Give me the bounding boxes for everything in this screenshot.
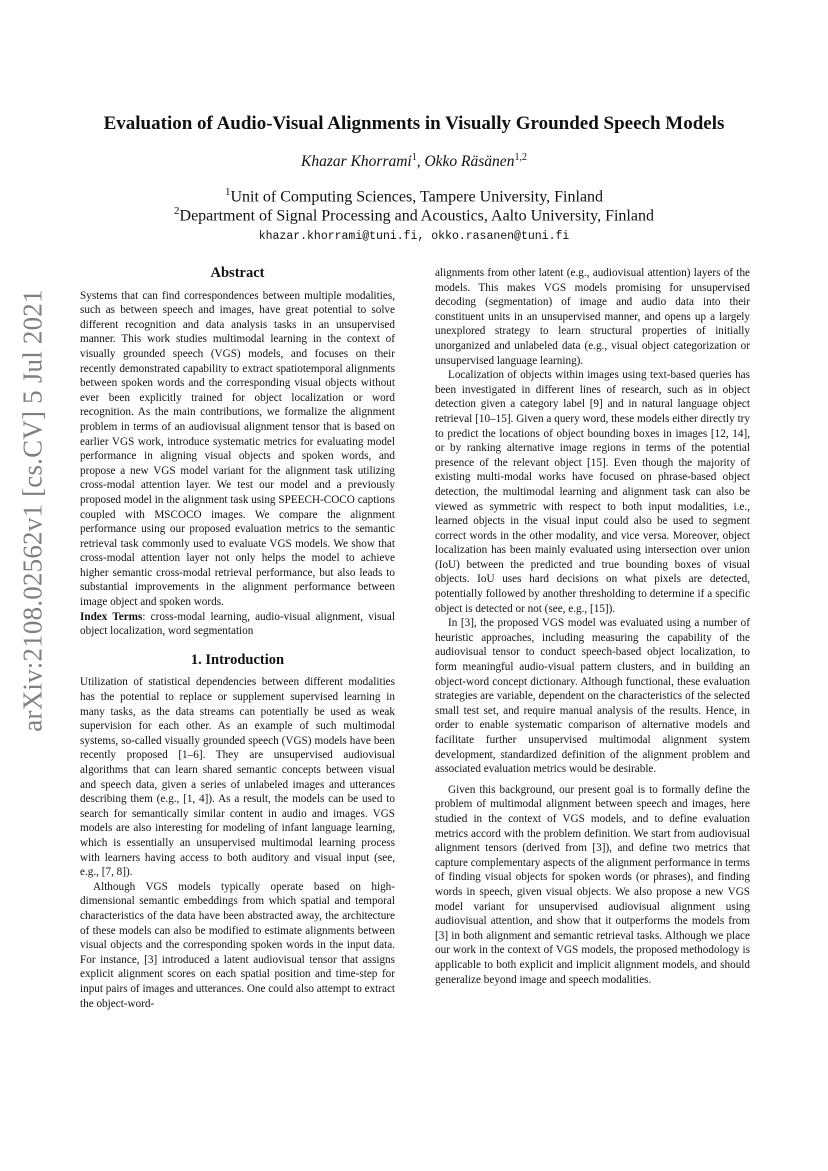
affiliation-1 bbox=[60, 186, 768, 206]
index-terms-label: Index Terms bbox=[80, 610, 143, 623]
abstract-text: Systems that can find correspondences between multiple modalities, such as between speech and images, have great potential to solve different recognition and data analysis tasks in an unsupervised manner. This work studies multimodal learning in the context of visually grounded speech (VGS) models, and focuses on their recently demonstrated capability to extract spatiotemporal alignments between spoken words and the corresponding visual objects without ever been explicitly trained for object localization or word recognition. As the main contributions, we formalize the alignment problem in terms of an audiovisual alignment tensor that is based on earlier VGS work, introduce systematic metrics for evaluating model performance in aligning visual objects and spoken words, and propose a new VGS model variant for the alignment task utilizing cross-modal attention layer. We test our model and a previously proposed model in the alignment task using SPEECH-COCO captions coupled with MSCOCO images. We compare the alignment performance using our proposed evaluation metrics to the semantic retrieval task commonly used to evaluate VGS models. We show that cross-modal attention layer not only helps the model to achieve higher semantic cross-modal retrieval performance, but also leads to substantial improvements in the alignment performance between image object and spoken words. bbox=[80, 289, 395, 609]
right-column bbox=[435, 266, 750, 987]
affiliation-2-text: Department of Signal Processing and Acoustics, Aalto University, Finland bbox=[179, 207, 654, 225]
right-paragraph-1: alignments from other latent (e.g., audiovisual attention) layers of the models. This makes VGS models promising for unsupervised decoding (segmentation) of image and audio data into their constituent units in an unsupervised manner, and opens up a largely unexplored strategy to learn structural properties of initially unorganized and unlabeled data (e.g., visual object categorization or unsupervised language learning). bbox=[435, 267, 750, 367]
paper-title: Evaluation of Audio-Visual Alignments in Visually Grounded Speech Models bbox=[103, 113, 725, 134]
author-1: Khazar Khorrami bbox=[301, 153, 412, 171]
intro-paragraph-2: Although VGS models typically operate based on high-dimensional semantic embeddings from which spatial and temporal characteristics of the data have been abstracted away, the architecture of these models can also be modified to estimate alignments between visual objects and the corresponding spoken words in the input data. For instance, [3] introduced a latent audiovisual tensor that assigns explicit alignment scores on each spatial position and time-step for input pairs of images and utterances. One could also attempt to extract the object-word- bbox=[80, 880, 396, 1010]
email-addresses: khazar.khorrami@tuni.fi, okko.rasanen@tuni.fi bbox=[258, 230, 570, 243]
right-paragraph-4: Given this background, our present goal is to formally define the problem of multimodal alignment between speech and images, here studied in the context of VGS models, and to define evaluation metrics accord with the problem definition. We start from audiovisual alignment tensors (derived from [3]), and define two metrics that capture complementary aspects of the alignment performance in terms of finding visual objects for spoken words (or phrases), and finding words in speech, given visual objects. We also propose a new VGS model variant for unsupervised audiovisual alignment using audiovisual attention, and show that it outperforms the models from [3] in both alignment and semantic retrieval tasks. Although we place our work in the context of VGS models, the proposed methodology is applicable to both explicit and implicit alignment models, and should generalize beyond image and speech modalities. bbox=[435, 783, 750, 986]
right-paragraph-3: In [3], the proposed VGS model was evaluated using a number of heuristic approaches, including measuring the capability of the audiovisual tensor to conduct speech-based object localization, to form meaningful audio-visual pattern clusters, and in building an object-word concept dictionary. Although functional, these evaluation strategies are variable, dependent on the characteristics of the selected small test set, and require manual analysis of the results. Hence, in order to enable systematic comparison of alternative models and facilitate further unsupervised multimodal alignment system development, standardized definition of the alignment problem and associated evaluation metrics would be desirable. bbox=[435, 617, 750, 776]
affiliation-1-text: Unit of Computing Sciences, Tampere University, Finland bbox=[230, 188, 604, 206]
abstract-heading: Abstract bbox=[210, 265, 265, 281]
arxiv-watermark bbox=[8, 160, 58, 860]
affiliation-2-sup: 2 bbox=[174, 205, 180, 217]
arxiv-id: arXiv:2108.02562v1 [cs.CV] 5 Jul 2021 bbox=[17, 288, 48, 732]
intro-paragraph-1: Utilization of statistical dependencies between different modalities has the potential to replace or supplement supervised learning in many tasks, as the data streams can potentially be used as weak supervision for each other. As an example of such multimodal systems, so-called visually grounded speech (VGS) models have been recently proposed [1–6]. They are unsupervised audiovisual algorithms that can learn shared semantic concepts between visual and speech data, given a series of unlabeled images and utterances describing them (e.g., [1, 4]). As a result, the models can be used to search for semantically similar content in audio and images. VGS models are also interesting for modeling of infant language learning, which is essentially an unsupervised multimodal learning process with learners having access to both auditory and visual input (see, e.g., [7, 8]). bbox=[80, 676, 395, 879]
author-2: Okko Räsänen bbox=[424, 153, 515, 171]
right-paragraph-2: Localization of objects within images using text-based queries has been investigated in different lines of research, such as in object detection given a category label [9] and in natural language object retrieval [10–15]. Given a query word, these models either directly try to predict the locations of object bounding boxes in images [12, 14], or by ranking alternative image regions in terms of the potential presence of the relevant object [15]. Even though the majority of existing multi-modal works have focused on phrase-based object detection, the multimodal learning and alignment task can also be viewed as symmetric with respect to both input modalities, i.e., learned objects in the visual input could also be used to segment correct words in the other modality, and vice versa. Moreover, object localization has been mainly evaluated using intersection over union (IoU) between the predicted and true bounding boxes of visual objects. IoU uses hard decisions on what pixels are detected, potentially followed by another thresholding to determine if a specific object is detected or not (see, e.g., [15]). bbox=[435, 369, 750, 615]
index-terms bbox=[80, 610, 395, 639]
index-terms-text: : cross-modal learning, audio-visual alignment, visual object localization, word segmentation bbox=[80, 610, 395, 638]
author-2-sup: 1,2 bbox=[514, 152, 527, 163]
left-column bbox=[80, 266, 395, 1011]
affiliation-1-sup: 1 bbox=[224, 186, 231, 198]
author-line: Khazar Khorrami$^1$, Okko Räsänen$^{1,2}$ bbox=[301, 152, 527, 171]
introduction-heading: 1. Introduction bbox=[190, 651, 285, 668]
author-1-sup: 1 bbox=[411, 152, 417, 163]
affiliation-2 bbox=[60, 205, 768, 225]
